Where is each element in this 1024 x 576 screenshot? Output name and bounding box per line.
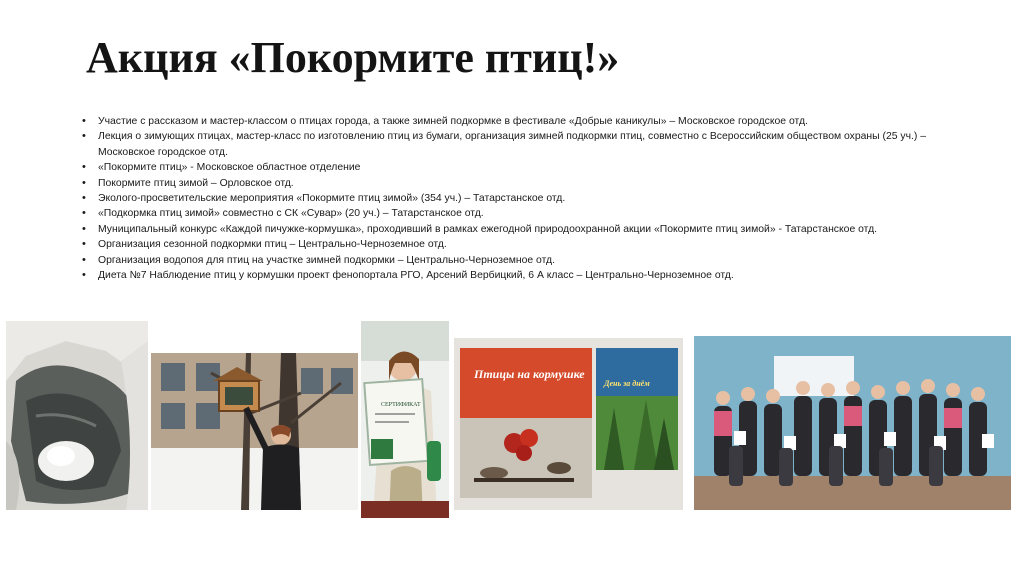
list-item: • Эколого-просветительские мероприятия «Покормите птиц зимой» (354 уч.) – Татарстанское отд. <box>80 191 960 206</box>
list-item: • Организация сезонной подкормки птиц – Центрально-Черноземное отд. <box>80 237 960 252</box>
book2-title: День за днём <box>604 379 650 388</box>
list-item: • Участие с рассказом и мастер-классом о птицах города, а также зимней подкормке в фестивале «Добрые каникулы» – Московское городское отд. <box>80 114 960 129</box>
list-item: • «Подкормка птиц зимой» совместно с СК «Сувар» (20 уч.) – Татарстанское отд. <box>80 206 960 221</box>
photo-child-certificate <box>361 321 449 518</box>
list-item: • Покормите птиц зимой – Орловское отд. <box>80 176 960 191</box>
certificate-text: СЕРТИФИКАТ <box>381 402 421 408</box>
photo-feeder-winter <box>151 353 358 510</box>
photo-group <box>694 336 1011 510</box>
bullet-list <box>80 114 960 283</box>
photo-books <box>454 338 683 510</box>
list-item: • Организация водопоя для птиц на участке зимней подкормки – Центрально-Черноземное отд. <box>80 253 960 268</box>
list-item: • Диета №7 Наблюдение птиц у кормушки проект фенопортала РГО, Арсений Вербицкий, 6 А класс – Центрально-Черноземное отд. <box>80 268 960 283</box>
list-item: • «Покормите птиц» - Московское областное отделение <box>80 160 960 175</box>
book1-title: Птицы на кормушке <box>474 367 585 381</box>
slide-title: Акция «Покормите птиц!» <box>86 33 620 82</box>
photo-seed-bags <box>6 321 148 510</box>
list-item: • Муниципальный конкурс «Каждой пичужке-кормушка», проходивший в рамках ежегодной природоохранной акции «Покормите птиц зимой» - Татарстанское отд. <box>80 222 960 237</box>
list-item: • Лекция о зимующих птицах, мастер-класс по изготовлению птиц из бумаги, организация зимней подкормки птиц, совместно с Всероссийским обществом охраны (25 уч.) – Московское городское отд. <box>80 129 960 160</box>
